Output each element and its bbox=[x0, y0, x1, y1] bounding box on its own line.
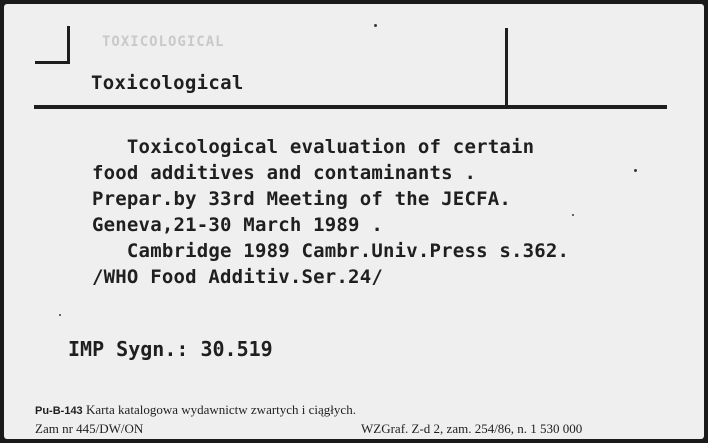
entry-line: Toxicological evaluation of certain bbox=[92, 136, 535, 158]
printer-info: WZGraf. Z-d 2, zam. 254/86, n. 1 530 000 bbox=[361, 421, 583, 436]
bibliographic-entry bbox=[92, 134, 569, 290]
card-footer bbox=[35, 400, 675, 438]
vertical-rule bbox=[505, 28, 508, 108]
speck bbox=[59, 314, 61, 316]
order-number: Zam nr 445/DW/ON bbox=[35, 421, 144, 436]
call-number: IMP Sygn.: 30.519 bbox=[68, 337, 273, 361]
catalog-card bbox=[4, 4, 704, 439]
form-code: Pu-B-143 bbox=[35, 405, 83, 417]
speck bbox=[572, 214, 574, 216]
entry-line: Cambridge 1989 Cambr.Univ.Press s.362. bbox=[92, 240, 570, 262]
corner-mark-vertical bbox=[67, 26, 70, 64]
horizontal-rule bbox=[34, 105, 667, 109]
entry-line: /WHO Food Additiv.Ser.24/ bbox=[92, 266, 383, 288]
speck bbox=[374, 24, 377, 27]
speck bbox=[634, 169, 637, 172]
entry-line: Prepar.by 33rd Meeting of the JECFA. bbox=[92, 188, 512, 210]
entry-line: Geneva,21-30 March 1989 . bbox=[92, 214, 383, 236]
corner-mark-horizontal bbox=[35, 61, 69, 64]
faded-stamp: TOXICOLOGICAL bbox=[102, 34, 225, 50]
form-description: Karta katalogowa wydawnictw zwartych i ciągłych. bbox=[85, 402, 356, 417]
subject-heading: Toxicological bbox=[91, 72, 244, 94]
footer-row-2 bbox=[35, 419, 675, 438]
entry-line: food additives and contaminants . bbox=[92, 162, 477, 184]
footer-row-1 bbox=[35, 400, 675, 419]
